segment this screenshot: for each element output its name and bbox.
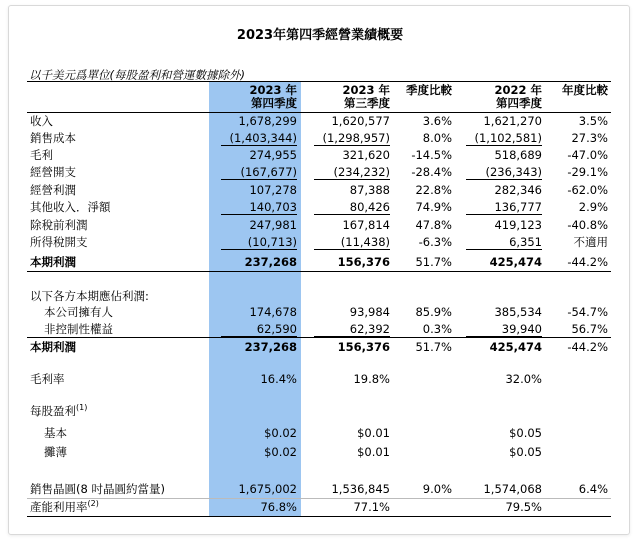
net-profit-2-rule bbox=[27, 337, 611, 338]
net-profit-2-qoq: 51.7% bbox=[415, 340, 452, 354]
row-label-owners: 本公司擁有人 bbox=[44, 305, 113, 319]
wafer-shipments-2023q3: 1,536,845 bbox=[331, 482, 390, 496]
eps-footnote-marker: (1) bbox=[76, 403, 88, 413]
net-profit-qoq: 51.7% bbox=[415, 255, 452, 269]
row-label-net-profit-2: 本期利潤 bbox=[30, 340, 76, 354]
profit-before-tax-yoy: -40.8% bbox=[567, 218, 608, 232]
wafer-shipments-yoy: 6.4% bbox=[578, 482, 608, 496]
eps-label-text: 每股盈利 bbox=[30, 404, 76, 418]
eps-diluted-2022q4: $0.05 bbox=[509, 445, 542, 459]
col-header-2022q4 bbox=[494, 84, 542, 110]
row-label-utilization bbox=[30, 500, 99, 515]
table-bottom-rule bbox=[27, 516, 611, 517]
col-header-2022q4-line2: 第四季度 bbox=[496, 96, 542, 110]
non-controlling-2023q4: 62,590 bbox=[256, 322, 297, 336]
income-tax-yoy: 不適用 bbox=[573, 235, 608, 249]
cost-of-sales-qoq: 8.0% bbox=[422, 131, 452, 145]
row-label-operating-profit: 經營利潤 bbox=[30, 183, 76, 197]
header-bottom-rule bbox=[27, 112, 611, 113]
row-label-net-profit: 本期利潤 bbox=[30, 255, 76, 269]
gross-margin-2023q4: 16.4% bbox=[260, 372, 297, 386]
row-label-revenue: 收入 bbox=[30, 114, 53, 128]
col-header-qoq-line1: 季度比較 bbox=[406, 83, 452, 97]
col-header-2023q3-line2: 第三季度 bbox=[344, 96, 390, 110]
utilization-label-text: 產能利用率 bbox=[30, 500, 88, 514]
col-header-2023q3-line1: 2023 年 bbox=[342, 83, 390, 97]
row-label-attributable-to: 以下各方本期應佔利潤: bbox=[30, 289, 149, 303]
income-tax-2023q4: (10,713) bbox=[247, 235, 297, 249]
col-header-2023q4 bbox=[249, 84, 297, 110]
cost-of-sales-yoy: 27.3% bbox=[571, 131, 608, 145]
cost-of-sales-2023q4: (1,403,344) bbox=[229, 131, 297, 145]
net-profit-2022q4: 425,474 bbox=[489, 255, 542, 269]
owners-2023q3: 93,984 bbox=[349, 305, 390, 319]
operating-expenses-2023q4: (167,677) bbox=[240, 165, 297, 179]
eps-basic-2023q4: $0.02 bbox=[264, 426, 297, 440]
operating-expenses-2023q3: (234,232) bbox=[333, 165, 390, 179]
operating-profit-yoy: -62.0% bbox=[567, 183, 608, 197]
net-profit-2-2023q3: 156,376 bbox=[337, 340, 390, 354]
non-controlling-2023q3: 62,392 bbox=[349, 322, 390, 336]
utilization-2022q4: 79.5% bbox=[505, 500, 542, 514]
operating-expenses-2022q4: (236,343) bbox=[485, 165, 542, 179]
row-label-gross-margin: 毛利率 bbox=[30, 372, 65, 386]
gross-margin-2022q4: 32.0% bbox=[505, 372, 542, 386]
col-header-yoy-line1: 年度比較 bbox=[562, 83, 608, 97]
header-top-rule bbox=[27, 81, 611, 82]
revenue-2023q3: 1,620,577 bbox=[331, 114, 390, 128]
net-profit-2-yoy: -44.2% bbox=[567, 340, 608, 354]
owners-2023q4: 174,678 bbox=[249, 305, 297, 319]
col-header-yoy bbox=[562, 84, 608, 97]
net-profit-2-2023q4: 237,268 bbox=[244, 340, 297, 354]
col-header-2022q4-line1: 2022 年 bbox=[494, 83, 542, 97]
gross-profit-2023q4: 274,955 bbox=[249, 148, 297, 162]
revenue-yoy: 3.5% bbox=[578, 114, 608, 128]
gross-profit-yoy: -47.0% bbox=[567, 148, 608, 162]
other-income-qoq: 74.9% bbox=[415, 200, 452, 214]
wafer-top-rule bbox=[27, 498, 611, 499]
profit-before-tax-qoq: 47.8% bbox=[415, 218, 452, 232]
row-label-gross-profit: 毛利 bbox=[30, 148, 53, 162]
row-label-eps-diluted: 攤薄 bbox=[44, 445, 67, 459]
net-profit-2023q3: 156,376 bbox=[337, 255, 390, 269]
operating-expenses-qoq: -28.4% bbox=[411, 165, 452, 179]
row-label-eps bbox=[30, 404, 87, 419]
operating-profit-2023q3: 87,388 bbox=[349, 183, 390, 197]
non-controlling-yoy: 56.7% bbox=[571, 322, 608, 336]
col-header-2023q4-line1: 2023 年 bbox=[249, 83, 297, 97]
non-controlling-2022q4: 39,940 bbox=[501, 322, 542, 336]
cost-of-sales-2022q4: (1,102,581) bbox=[474, 131, 542, 145]
wafer-shipments-2023q4: 1,675,002 bbox=[238, 482, 297, 496]
row-label-non-controlling: 非控制性權益 bbox=[44, 322, 113, 336]
owners-2022q4: 385,534 bbox=[494, 305, 542, 319]
profit-before-tax-2023q4: 247,981 bbox=[249, 218, 297, 232]
eps-diluted-2023q3: $0.01 bbox=[357, 445, 390, 459]
cost-of-sales-2023q3: (1,298,957) bbox=[322, 131, 390, 145]
row-label-profit-before-tax: 除稅前利潤 bbox=[30, 218, 88, 232]
other-income-2023q4: 140,703 bbox=[249, 200, 297, 214]
gross-margin-2023q3: 19.8% bbox=[353, 372, 390, 386]
eps-diluted-2023q4: $0.02 bbox=[264, 445, 297, 459]
wafer-shipments-qoq: 9.0% bbox=[422, 482, 452, 496]
net-profit-yoy: -44.2% bbox=[567, 255, 608, 269]
profit-before-tax-2023q3: 167,814 bbox=[342, 218, 390, 232]
profit-before-tax-2022q4: 419,123 bbox=[494, 218, 542, 232]
income-tax-qoq: -6.3% bbox=[418, 235, 452, 249]
eps-basic-2022q4: $0.05 bbox=[509, 426, 542, 440]
owners-qoq: 85.9% bbox=[415, 305, 452, 319]
revenue-2022q4: 1,621,270 bbox=[483, 114, 542, 128]
other-income-yoy: 2.9% bbox=[578, 200, 608, 214]
net-profit-2-2022q4: 425,474 bbox=[489, 340, 542, 354]
row-label-operating-expenses: 經營開支 bbox=[30, 165, 76, 179]
col-header-2023q3 bbox=[342, 84, 390, 110]
gross-profit-qoq: -14.5% bbox=[411, 148, 452, 162]
row-label-eps-basic: 基本 bbox=[44, 426, 67, 440]
units-note: 以千美元爲單位(每股盈利和營運數據除外) bbox=[29, 68, 245, 82]
col-header-2023q4-line2: 第四季度 bbox=[251, 96, 297, 110]
net-profit-2023q4: 237,268 bbox=[244, 255, 297, 269]
other-income-2022q4: 136,777 bbox=[494, 200, 542, 214]
gross-profit-2023q3: 321,620 bbox=[342, 148, 390, 162]
utilization-2023q4: 76.8% bbox=[260, 500, 297, 514]
income-tax-2023q3: (11,438) bbox=[340, 235, 390, 249]
operating-profit-2023q4: 107,278 bbox=[249, 183, 297, 197]
revenue-2023q4: 1,678,299 bbox=[238, 114, 297, 128]
col-header-qoq bbox=[406, 84, 452, 97]
revenue-qoq: 3.6% bbox=[422, 114, 452, 128]
gross-profit-2022q4: 518,689 bbox=[494, 148, 542, 162]
owners-yoy: -54.7% bbox=[567, 305, 608, 319]
utilization-2023q3: 77.1% bbox=[353, 500, 390, 514]
operating-expenses-yoy: -29.1% bbox=[567, 165, 608, 179]
operating-profit-qoq: 22.8% bbox=[415, 183, 452, 197]
eps-basic-2023q3: $0.01 bbox=[357, 426, 390, 440]
row-label-cost-of-sales: 銷售成本 bbox=[30, 131, 76, 145]
utilization-footnote-marker: (2) bbox=[87, 499, 99, 509]
row-label-income-tax: 所得稅開支 bbox=[30, 235, 88, 249]
net-profit-top-rule bbox=[27, 271, 611, 272]
wafer-shipments-2022q4: 1,574,068 bbox=[483, 482, 542, 496]
non-controlling-qoq: 0.3% bbox=[422, 322, 452, 336]
other-income-2023q3: 80,426 bbox=[349, 200, 390, 214]
row-label-wafer-shipments: 銷售晶圓(8 吋晶圓約當量) bbox=[30, 482, 165, 496]
row-label-other-income: 其他收入．淨額 bbox=[30, 200, 111, 214]
page-title: 2023年第四季經營業績概要 bbox=[236, 28, 404, 43]
operating-profit-2022q4: 282,346 bbox=[494, 183, 542, 197]
income-tax-2022q4: 6,351 bbox=[509, 235, 542, 249]
